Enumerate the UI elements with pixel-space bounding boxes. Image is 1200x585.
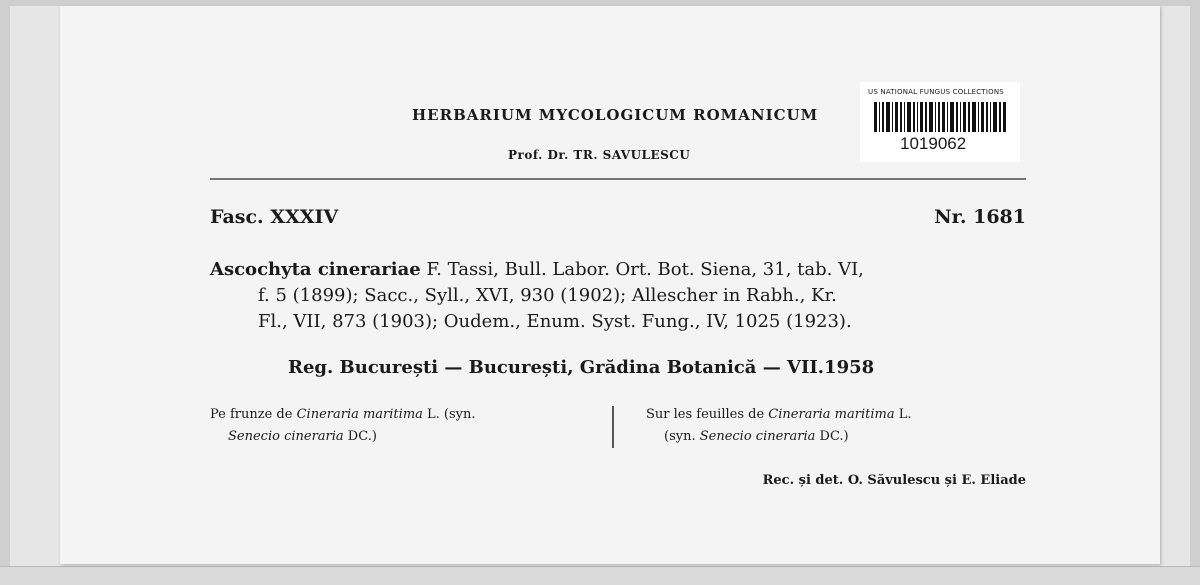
herbarium-curator: Prof. Dr. TR. SAVULESCU — [508, 148, 691, 162]
taxon-citation — [210, 257, 1030, 335]
column-divider — [612, 406, 614, 448]
substrate-ro-pre: Pe frunze de — [210, 407, 297, 422]
herbarium-title: HERBARIUM MYCOLOGICUM ROMANICUM — [412, 106, 819, 124]
substrate-ro-syn: Senecio cineraria — [228, 429, 344, 444]
citation-line-2: f. 5 (1899); Sacc., Syll., XVI, 930 (1902); Allescher in Rabh., Kr. — [258, 285, 837, 306]
substrate-french — [646, 404, 1046, 448]
substrate-ro-host: Cineraria maritima — [296, 407, 423, 422]
substrate-ro-syn-post: DC.) — [343, 429, 377, 444]
substrate-fr-syn-pre: (syn. — [664, 429, 700, 444]
substrate-fr-pre: Sur les feuilles de — [646, 407, 769, 422]
citation-line-3: Fl., VII, 873 (1903); Oudem., Enum. Syst. Fung., IV, 1025 (1923). — [258, 311, 852, 332]
collector-determiner: Rec. și det. O. Săvulescu și E. Eliade — [762, 473, 1026, 488]
citation-line-1: F. Tassi, Bull. Labor. Ort. Bot. Siena, 31, tab. VI, — [420, 259, 864, 280]
specimen-number: Nr. 1681 — [934, 206, 1026, 228]
header-rule — [210, 178, 1026, 180]
taxon-name: Ascochyta cinerariae — [210, 259, 421, 280]
barcode-icon — [874, 102, 1006, 132]
specimen-label — [60, 6, 1160, 564]
barcode-label — [860, 82, 1020, 162]
substrate-ro-post: L. (syn. — [422, 407, 476, 422]
locality: Reg. București — București, Grădina Botanică — VII.1958 — [288, 357, 875, 378]
substrate-romanian — [210, 404, 600, 448]
barcode-number: 1019062 — [900, 134, 967, 153]
substrate-fr-syn: Senecio cineraria — [699, 429, 816, 444]
fascicle: Fasc. XXXIV — [210, 206, 339, 228]
barcode-caption: US NATIONAL FUNGUS COLLECTIONS — [868, 88, 1004, 96]
substrate-fr-syn-post: DC.) — [815, 429, 849, 444]
sheet-edge — [0, 566, 1200, 585]
substrate-fr-host: Cineraria maritima — [768, 407, 895, 422]
substrate-fr-post: L. — [894, 407, 912, 422]
